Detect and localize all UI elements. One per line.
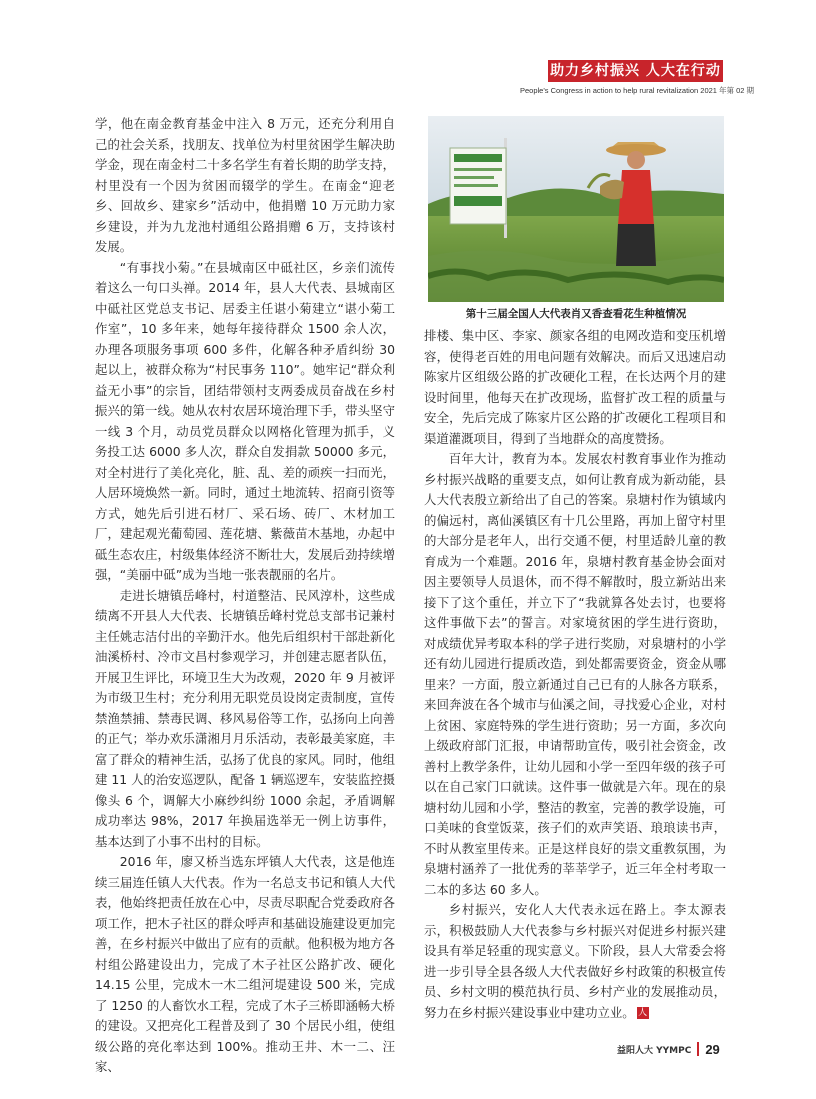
- paragraph: 排楼、集中区、李家、颜家各组的电网改造和变压机增容，使得老百姓的用电问题有效解决。而后又迅速启动陈家片区组级公路的扩改硬化工程，在长达两个月的建设时间里，他每天在扩改现场，监督扩改工程的质量与安全，先后完成了陈家片区公路的扩改硬化工程项目和渠道灌溉项目，得到了当地群众的高度赞扬。: [424, 328, 726, 446]
- page-number: 29: [705, 1041, 720, 1057]
- right-column: [424, 326, 726, 1023]
- paragraph: [424, 900, 726, 1023]
- photo-caption: 第十三届全国人大代表肖又香查看花生种植情况: [465, 308, 687, 320]
- magazine-name: 益阳人大 YYMPC: [617, 1045, 692, 1056]
- paragraph: 走进长塘镇岳峰村，村道整洁、民风淳朴，这些成绩离不开县人大代表、长塘镇岳峰村党总支部书记兼村主任姚志洁付出的辛勤汗水。他先后组织村干部赴新化油溪桥村、冷市文昌村参观学习，并创建志愿者队伍，开展卫生评比，环境卫生大为改观，2020 年 9 月被评为市级卫生村；充分利用无职党员设岗定责制度，宣传禁渔禁捕、禁毒民调、移风易俗等工作，弘扬向上向善的正气；举办欢乐潇湘月月乐活动，表彰最美家庭，丰富了群众的精神生活，弘扬了优良的家风。同时，他组建 11 人的治安巡逻队，配备 1 辆巡逻车，安装监控摄像头 6 个，调解大小麻纱纠纷 1000 余起，矛盾调解成功率达 98%，2017 年换届选举无一例上访事件，基本达到了小事不出村的目标。: [95, 587, 395, 849]
- section-banner: 助力乡村振兴 人大在行动: [548, 60, 723, 82]
- footer-divider: [697, 1042, 699, 1056]
- end-of-article-mark: 人: [638, 1008, 648, 1018]
- paragraph: 百年大计，教育为本。发展农村教育事业作为推动乡村振兴战略的重要支点，如何让教育成为新动能，县人大代表殷立新给出了自己的答案。泉塘村作为镇域内的偏远村，离仙溪镇区有十几公里路，再加上留守村里的大部分是老年人，出行交通不便，村里适龄儿童的教育成为一个难题。2016 年，泉塘村教育基金协会面对因主要领导人员退休，而不得不解散时，殷立新站出来接下了这个重任，并立下了“我就算各处去讨，也要将这件事做下去”的誓言。对家境贫困的学生进行资助，对成绩优异考取本科的学子进行奖励，对泉塘村的小学还有幼儿园进行提质改造，到处都需要资金，资金从哪里来？一方面，殷立新通过自己已有的人脉各方联系，来回奔波在各个城市与仙溪之间，寻找爱心企业，对村上贫困、家庭特殊的学生进行资助；另一方面，多次向上级政府部门汇报，申请帮助宣传，吸引社会资金，改善村上教学条件，让幼儿园和小学一至四年级的孩子可以在自己家门口就读。这件事一做就是六年。现在的泉塘村幼儿园和小学，整洁的教室，完善的教学设施，可口美味的食堂饭菜，孩子们的欢声笑语、琅琅读书声，不时从教室里传来。正是这样良好的崇文重教氛围，为泉塘村涵养了一批优秀的莘莘学子，近三年全村考取一二本的多达 60 多人。: [424, 451, 726, 897]
- page-footer: [617, 1040, 727, 1058]
- left-column: [95, 114, 395, 1078]
- section-subtitle: People's Congress in action to help rural revitalization 2021 年第 02 期: [520, 86, 755, 95]
- paragraph: “有事找小菊。”在县城南区中砥社区，乡亲们流传着这么一句口头禅。2014 年，县人大代表、县城南区中砥社区党总支书记、居委主任谌小菊建立“谌小菊工作室”，10 多年来，她每年接待群众 1500 余人次，办理各项服务事项 600 多件，化解各种矛盾纠纷 30 起以上，被群众称为“村民事务 110”。她牢记“群众利益无小事”的宗旨，团结带领村支两委成员奋战在乡村振兴的第一线。她从农村农居环境治理下手，带头坚守一线 3 个月，动员党员群众以网格化管理为抓手，义务投工达 6000 多人次，群众自发捐款 50000 多元，对全村进行了美化亮化，脏、乱、差的顽疾一扫而光，人居环境焕然一新。同时，通过土地流转、招商引资等方式，她先后引进石材厂、采石场、砖厂、木材加工厂，建起观光葡萄园、莲花塘、紫薇苗木基地，办起中砥生态农庄，村级集体经济不断壮大，发展后劲持续增强，“美丽中砥”成为当地一张表靓丽的名片。: [95, 259, 395, 582]
- paragraph-text: 乡村振兴，安化人大代表永远在路上。李太源表示，积极鼓励人大代表参与乡村振兴对促进乡村振兴建设具有举足轻重的现实意义。下阶段，县人大常委会将进一步引导全县各级人大代表做好乡村政策的积极宣传员、乡村文明的模范执行员、乡村产业的发展推动员，努力在乡村振兴建设事业中建功立业。: [424, 902, 726, 1020]
- paragraph: 2016 年，廖又桥当选东坪镇人大代表，这是他连续三届连任镇人大代表。作为一名总支书记和镇人大代表，他始终把责任放在心中，尽责尽职配合党委政府各项工作，把木子社区的群众呼声和基础设施建设更加完善，在乡村振兴中做出了应有的贡献。他积极为地方各村组公路建设出力，完成了木子社区公路扩改、硬化 14.15 公里，完成木一木二组河堤建设 500 米，完成了 1250 的人畜饮水工程，完成了木子三桥即涵畅大桥的建设。又把亮化工程普及到了 30 个居民小组，使组级公路的亮化率达到 100%。推动王井、木一二、汪家、: [95, 854, 395, 1074]
- photo-illustration: [428, 116, 724, 302]
- paragraph: 学，他在南金教育基金中注入 8 万元，还充分利用自己的社会关系，找朋友、找单位为村里贫困学生解决助学金，现在南金村二十多名学生有着长期的助学支持，村里没有一个因为贫困而辍学的学生。在南金“迎老乡、回故乡、建家乡”活动中，他捐赠 10 万元助力家乡建设，并为九龙池村通组公路捐赠 6 万，支持该村发展。: [95, 116, 395, 254]
- article-photo: [428, 116, 724, 302]
